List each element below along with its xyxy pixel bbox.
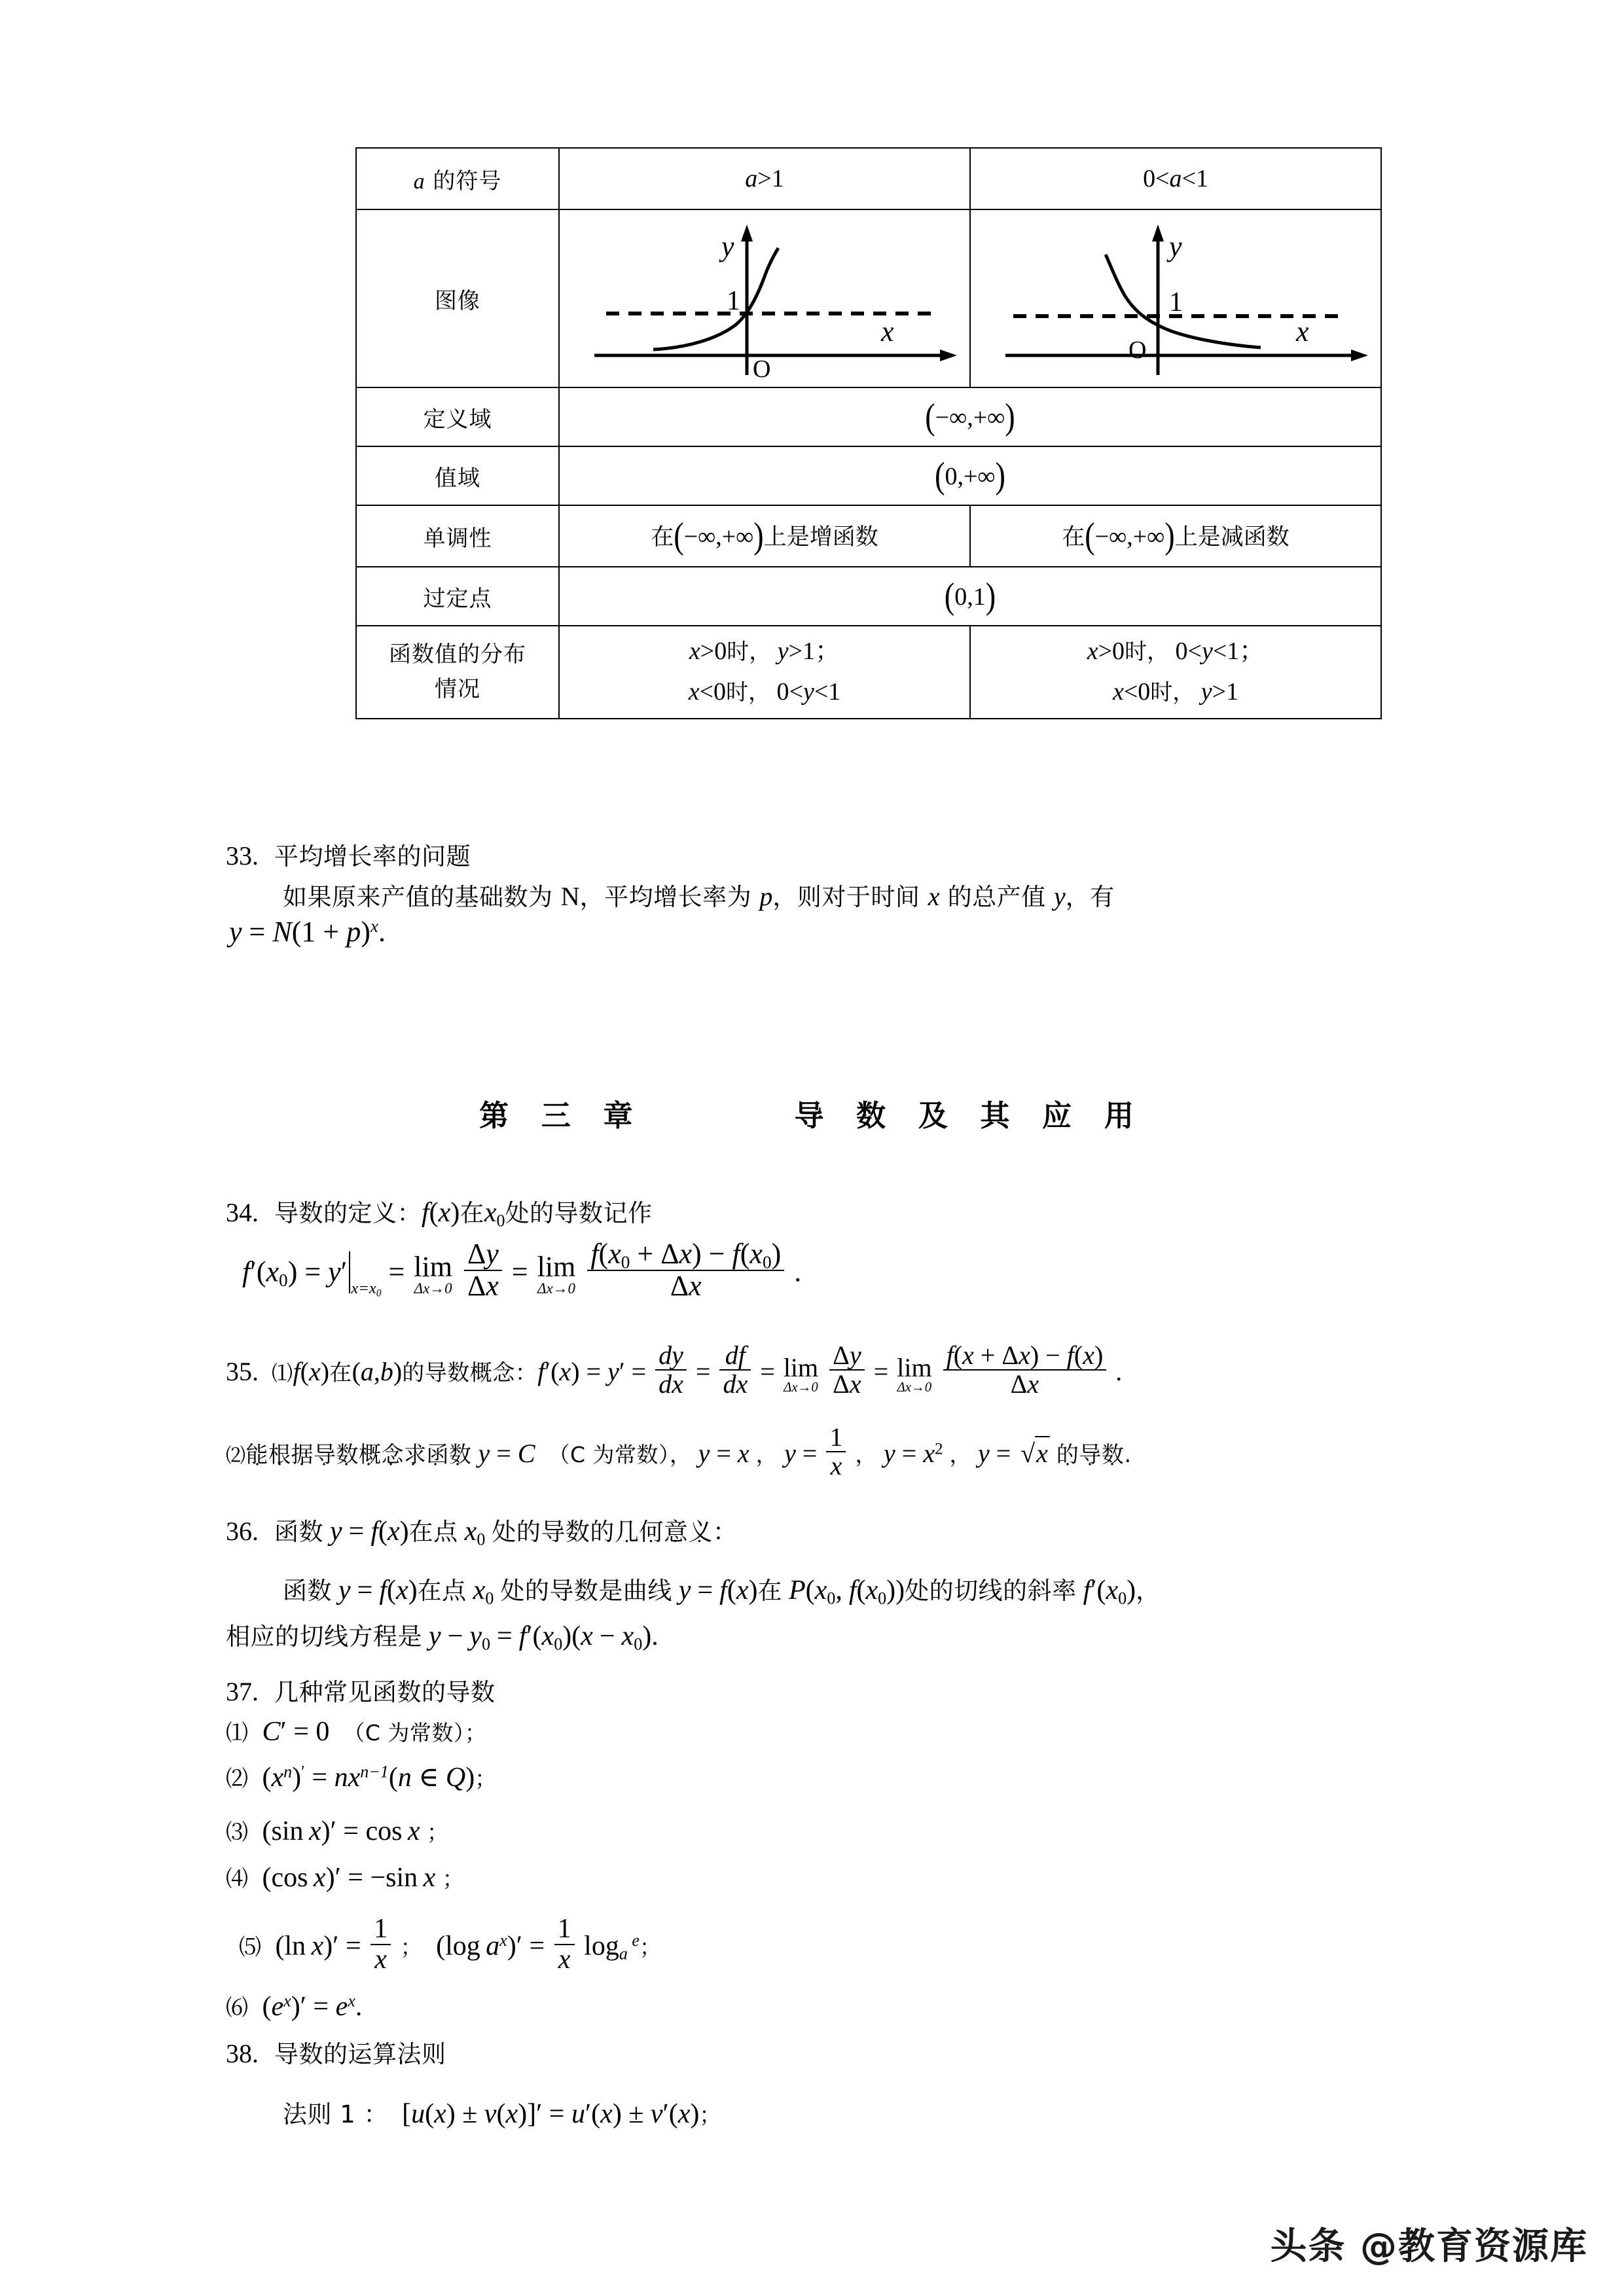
cell-fixed-point-value: (0,1) xyxy=(559,567,1381,626)
table-row-fixed-point xyxy=(356,567,1381,626)
item-37-marker-3: ⑶ xyxy=(226,1820,249,1846)
row-label-monotonicity: 单调性 xyxy=(356,505,559,567)
item-33-var-N: N xyxy=(560,882,580,911)
chapter-title-label: 导 数 及 其 应 用 xyxy=(794,1098,1145,1133)
item-33-formula: $y = N(1 + p)^x$. xyxy=(229,916,386,948)
row-label-distribution-line2: 情况 xyxy=(435,676,480,702)
item-33-body-mid3: 的总产值 xyxy=(939,883,1054,911)
svg-text:O: O xyxy=(1128,336,1147,364)
chapter-heading xyxy=(0,1092,1624,1134)
cell-distribution-increasing xyxy=(559,626,970,719)
row-label-fixed-point: 过定点 xyxy=(356,567,559,626)
cell-domain-value: (−∞,+∞) xyxy=(559,387,1381,446)
table-row-domain xyxy=(356,387,1381,446)
item-33-body xyxy=(283,877,1115,912)
item-37-number: 37. xyxy=(226,1677,259,1706)
chapter-number-label: 第 三 章 xyxy=(479,1098,644,1133)
item-36-para2: 相应的切线方程是 $y - y_0 = f'(x_0)(x - x_0)$. xyxy=(226,1621,659,1654)
item-33-var-p: p xyxy=(759,882,773,911)
graph-decreasing-exponential xyxy=(973,217,1379,380)
item-37-heading xyxy=(226,1672,496,1708)
svg-text:O: O xyxy=(753,355,771,380)
cell-monotonicity-increasing: 在(−∞,+∞)上是增函数 xyxy=(559,505,970,567)
item-37-marker-4: ⑷ xyxy=(226,1866,249,1892)
cell-a-greater-1: a>1 xyxy=(559,148,970,209)
item-38-number: 38. xyxy=(226,2039,259,2068)
table-row-monotonicity xyxy=(356,505,1381,567)
row-label-range: 值域 xyxy=(356,446,559,505)
row-label-distribution xyxy=(356,626,559,719)
svg-text:1: 1 xyxy=(1169,287,1183,317)
cell-range-value: (0,+∞) xyxy=(559,446,1381,505)
svg-text:x: x xyxy=(881,315,894,348)
item-37-marker-2: ⑵ xyxy=(226,1766,249,1792)
item-35-sub2-tail: 的导数. xyxy=(1056,1442,1132,1475)
increasing-exponential-svg xyxy=(562,217,967,380)
table-row-sign xyxy=(356,148,1381,209)
svg-text:y: y xyxy=(1169,230,1182,262)
item-33-body-mid2: ，则对于时间 xyxy=(772,883,928,911)
item-37-formula-6: ⑹ $(e^x)' = e^x$. xyxy=(226,1991,363,2022)
item-33-var-x: x xyxy=(928,882,940,911)
row-label-domain: 定义域 xyxy=(356,387,559,446)
item-34-formula: $f'(x_0) = y'_{x=x_0}$ = lim Δx→0 $\frac{\Delta y}{\Delta x}$ = lim Δx→0 $\frac{f(x_0 + \Delta x) - f(x_0)}{\Delta x}$ . xyxy=(242,1238,802,1302)
item-34-number: 34. xyxy=(226,1198,259,1227)
item-33-body-mid1: ，平均增长率为 xyxy=(579,883,760,911)
cell-a-between-0-1: 0<a<1 xyxy=(970,148,1381,209)
item-37-title: 几种常见函数的导数 xyxy=(274,1678,496,1706)
item-34-title-tail: 处的导数记作 xyxy=(505,1199,653,1227)
item-37-formula-1: ⑴ C′ = 0 （C 为常数）； xyxy=(226,1717,487,1747)
item-37-marker-5: ⑸ xyxy=(239,1934,262,1961)
item-36-para1: 函数 y = f(x)在点 $x_0$ 处的导数是曲线 y = f(x)在 $P(x_0$, $f(x_0)$)处的切线的斜率 $f'(x_0)$， xyxy=(283,1575,1161,1608)
cell-distribution-decreasing xyxy=(970,626,1381,719)
item-33-title: 平均增长率的问题 xyxy=(274,842,471,870)
item-33-number: 33. xyxy=(226,841,259,870)
table-row-distribution xyxy=(356,626,1381,719)
item-35-sub2-text: 能根据导数概念求函数 xyxy=(246,1442,472,1475)
decreasing-exponential-svg xyxy=(973,217,1379,380)
table-row-graph xyxy=(356,209,1381,387)
item-37-formula-5: ⑸ (ln x)′ = $\frac{1}{x}$ ； (log $a^x)'$ = $\frac{1}{x}$ $\log_a ^e$； xyxy=(239,1914,662,1975)
item-37-formula-4: ⑷ (cos x)′ = −sin x ； xyxy=(226,1863,465,1893)
item-38-heading xyxy=(226,2034,446,2070)
item-38-rule-1: 法则 1 ： [u(x) ± v(x)]′ = u′(x) ± v′(x)； xyxy=(283,2099,721,2129)
item-35-number: 35. xyxy=(226,1357,259,1387)
cell-graph-increasing xyxy=(559,209,970,387)
item-33-heading xyxy=(226,836,471,872)
dist-dec-line1: x>0时， 0<y<1； xyxy=(1087,637,1265,666)
table-row-range xyxy=(356,446,1381,505)
dist-inc-line2: x<0时， 0<y<1 xyxy=(688,678,841,706)
item-37-formula-2: ⑵ $(x^n)' = nx^{n-1}(n$ ∈ Q)； xyxy=(226,1762,497,1793)
item-38-title: 导数的运算法则 xyxy=(274,2040,446,2068)
svg-text:x: x xyxy=(1296,315,1309,348)
item-33-body-pre: 如果原来产值的基础数为 xyxy=(283,883,561,911)
cell-graph-decreasing xyxy=(970,209,1381,387)
item-37-formula-3: ⑶ (sin x)′ = cos x ； xyxy=(226,1816,449,1846)
svg-text:y: y xyxy=(721,230,734,262)
cell-monotonicity-decreasing: 在(−∞,+∞)上是减函数 xyxy=(970,505,1381,567)
row-label-a-sign: a 的符号 xyxy=(356,148,559,209)
item-35-sub1-marker: ⑴ xyxy=(272,1361,293,1386)
dist-dec-line2: x<0时， y>1 xyxy=(1112,678,1239,706)
row-label-distribution-line1: 函数值的分布 xyxy=(389,641,526,668)
item-35-sub2: ⑵能根据导数概念求函数 y = C （C 为常数）， y = x ， y = $\frac{1}{x}$ ， $y = x^2$ ， y = √x 的导数. xyxy=(226,1422,1132,1481)
item-35-sub1: 35. ⑴f(x)在(a,b)的导数概念：f′(x) = y′ = $\frac{dy}{dx}$ = $\frac{df}{dx}$ = lim Δx→0 $\frac{\Delta y}{\Delta x}$ = lim Δx→0 $\frac{f(x + \Delta x) - f(x)}{\Delta x}$ . xyxy=(226,1340,1123,1399)
item-33-var-y: y xyxy=(1053,882,1066,911)
dist-inc-line1: x>0时， y>1； xyxy=(689,637,840,666)
graph-increasing-exponential xyxy=(562,217,967,380)
item-33-body-end: ，有 xyxy=(1065,883,1115,911)
item-36-heading: 36. 函数 y = f(x)在点 $x_0$ 处的导数的几何意义： xyxy=(226,1512,737,1547)
item-36-number: 36. xyxy=(226,1516,259,1546)
svg-text:1: 1 xyxy=(727,286,740,316)
watermark-label: 头条 @教育资源库 xyxy=(1270,2225,1588,2268)
item-37-marker-6: ⑹ xyxy=(226,1995,249,2021)
item-35-sub2-marker: ⑵ xyxy=(226,1444,246,1468)
item-34-title: 导数的定义： xyxy=(274,1199,422,1227)
item-38-rule-1-label: 法则 1 ： xyxy=(283,2100,389,2128)
exponential-function-table xyxy=(355,147,1382,719)
item-37-marker-1: ⑴ xyxy=(226,1720,249,1746)
row-label-graph: 图像 xyxy=(356,209,559,387)
item-34-heading: 34. 导数的定义：f(x)在$x_0$处的导数记作 xyxy=(226,1198,653,1230)
